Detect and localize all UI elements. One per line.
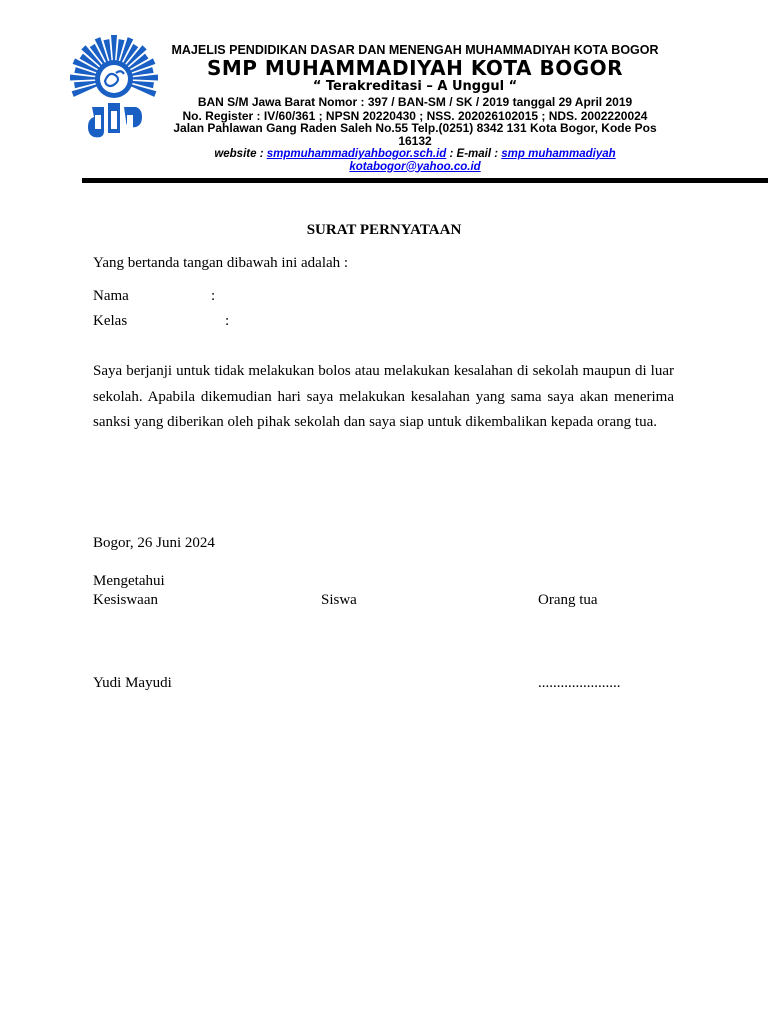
signer-role-siswa: Siswa [321,592,357,608]
signer-role-orang-tua: Orang tua [538,592,598,608]
document-title: SURAT PERNYATAAN [306,222,462,238]
email-label: : E-mail : [449,148,499,160]
signer-name-kesiswaan: Yudi Mayudi [93,675,172,691]
signer-name-orang-tua: ...................... [538,675,621,691]
intro-text: Yang bertanda tangan dibawah ini adalah : [93,255,349,271]
header-divider [82,178,768,183]
address-line2: 16132 [398,134,432,148]
field-colon-kelas: : [225,313,230,329]
place-date: Bogor, 26 Juni 2024 [93,535,215,551]
address-line1: Jalan Pahlawan Gang Raden Saleh No.55 Telp.(0251) 8342 131 Kota Bogor, Kode Pos [173,121,657,135]
school-logo-icon [70,33,158,141]
contact-info [160,148,670,173]
field-label-nama: Nama [93,288,129,304]
website-label: website : [214,148,264,160]
acknowledged-label: Mengetahui [93,573,165,589]
organization-name: MAJELIS PENDIDIKAN DASAR DAN MENENGAH MUHAMMADIYAH KOTA BOGOR [171,43,659,57]
email-link-part2[interactable]: kotabogor@yahoo.co.id [349,160,481,173]
field-label-kelas: Kelas [93,313,128,329]
school-name: SMP MUHAMMADIYAH KOTA BOGOR [206,56,624,80]
field-colon-nama: : [211,288,216,304]
email-link-part1[interactable]: smp muhammadiyah [501,148,616,160]
statement-paragraph: Saya berjanji untuk tidak melakukan bolos atau melakukan kesalahan di sekolah maupun di luar sekolah. Apabila dikemudian hari saya melakukan kesalahan yang sama saya akan menerima sanksi yang diberikan oleh pihak sekolah dan saya siap untuk dikembalikan kepada orang tua. [93,363,674,430]
website-link[interactable]: smpmuhammadiyahbogor.sch.id [266,148,447,160]
ban-info: BAN S/M Jawa Barat Nomor : 397 / BAN-SM / SK / 2019 tanggal 29 April 2019 [197,95,633,109]
address [160,122,670,148]
register-info: No. Register : IV/60/361 ; NPSN 20220430 ; NSS. 202026102015 ; NDS. 2002220024 [182,109,648,123]
accreditation: “ Terakreditasi – A Unggul “ [312,79,518,94]
signer-role-kesiswaan: Kesiswaan [93,592,158,608]
